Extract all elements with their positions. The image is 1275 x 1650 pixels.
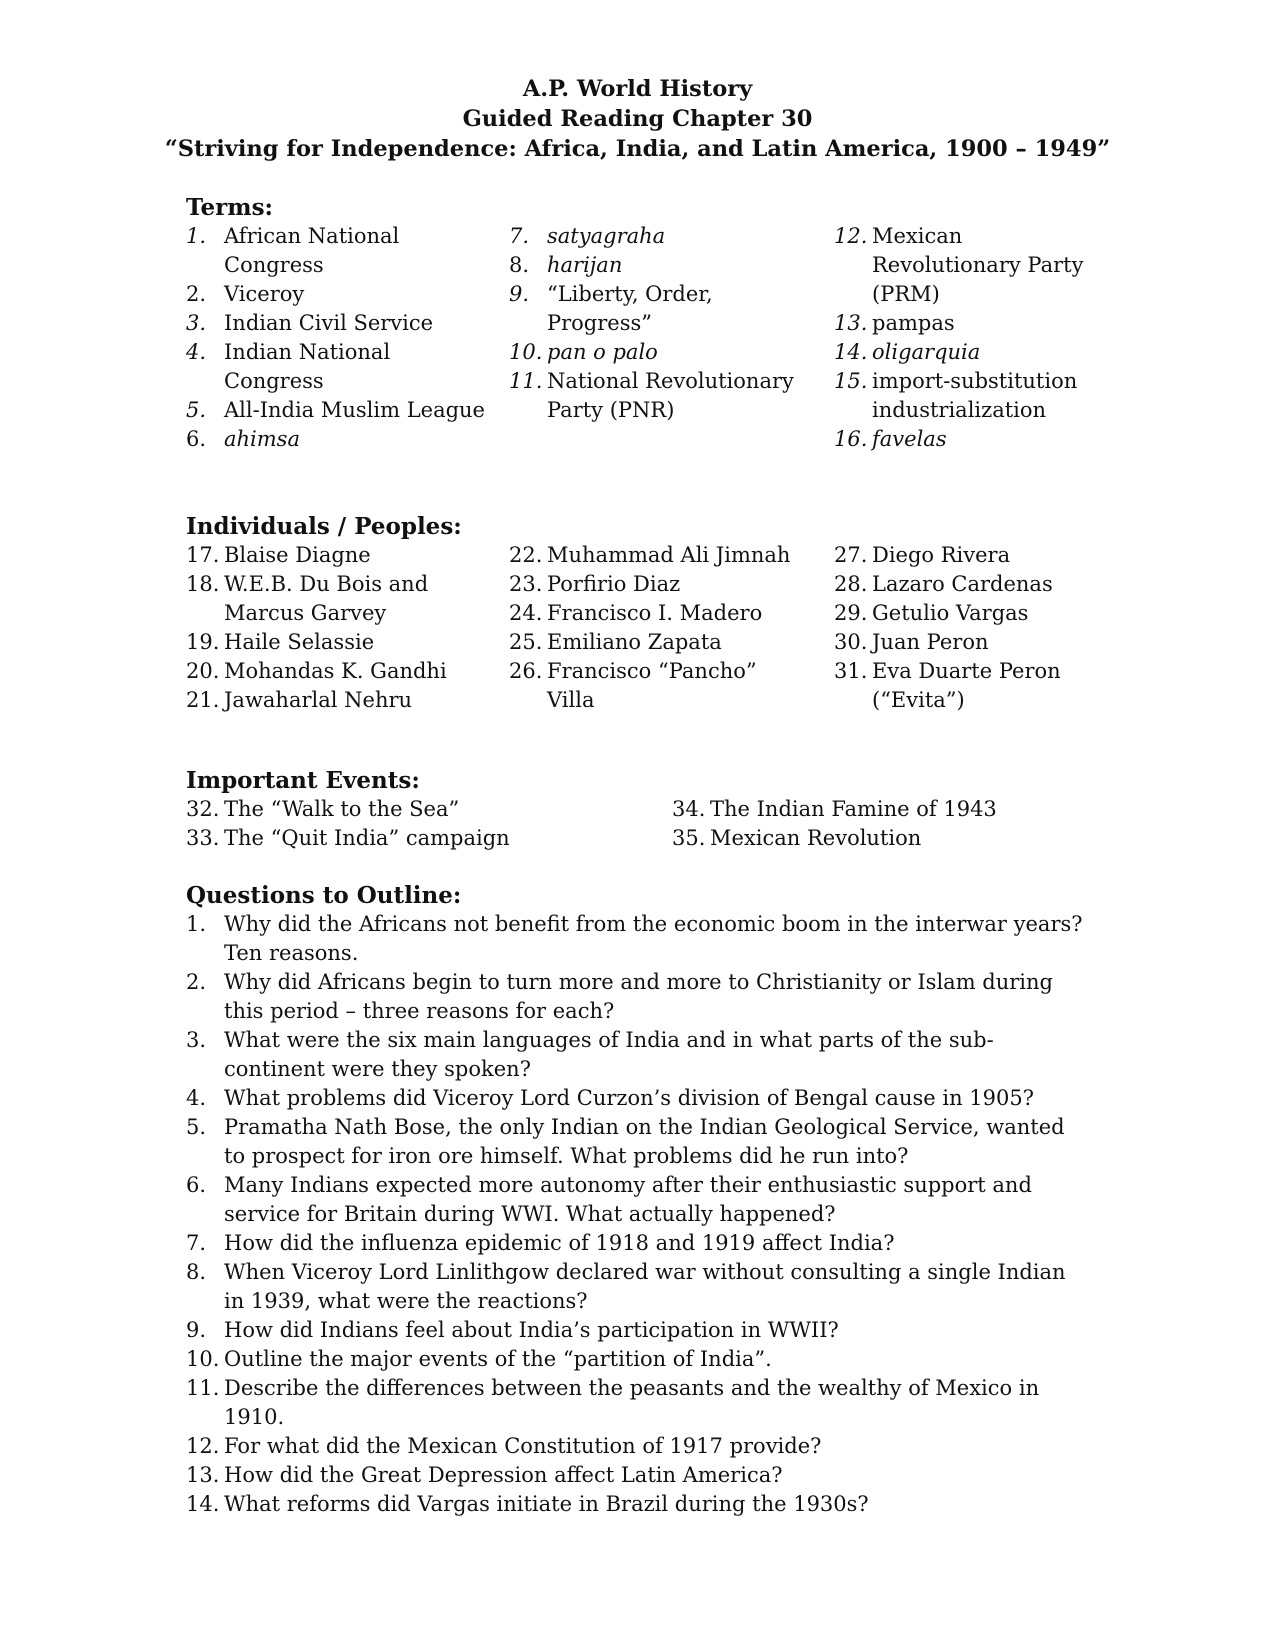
question-item xyxy=(186,1113,1086,1171)
term-number: 12. xyxy=(834,224,868,248)
individual-item xyxy=(186,570,486,628)
question-number: 12. xyxy=(186,1434,220,1458)
individual-item xyxy=(834,541,1094,570)
term-item xyxy=(186,309,486,338)
individual-text: Haile Selassie xyxy=(224,630,375,654)
question-number: 6. xyxy=(186,1173,207,1197)
event-text: Mexican Revolution xyxy=(710,826,922,850)
question-text: Many Indians expected more autonomy after their enthusiastic support and service for Britain during WWI. What actually happened? xyxy=(224,1173,1032,1226)
individual-item xyxy=(186,541,486,570)
event-text: The “Quit India” campaign xyxy=(224,826,510,850)
individuals-column-2 xyxy=(509,541,809,715)
term-item xyxy=(186,280,486,309)
event-number: 35. xyxy=(672,826,706,850)
question-number: 7. xyxy=(186,1231,207,1255)
question-item xyxy=(186,1229,1086,1258)
individual-item xyxy=(186,628,486,657)
question-item xyxy=(186,910,1086,968)
individual-text: Diego Rivera xyxy=(872,543,1011,567)
question-text: What reforms did Vargas initiate in Brazil during the 1930s? xyxy=(224,1492,869,1516)
individual-item xyxy=(834,570,1094,599)
chapter-subtitle: “Striving for Independence: Africa, India, and Latin America, 1900 – 1949” xyxy=(164,136,1111,162)
individual-text: Juan Peron xyxy=(872,630,989,654)
event-item xyxy=(672,824,1092,853)
term-item xyxy=(186,425,486,454)
individual-text: Eva Duarte Peron (“Evita”) xyxy=(872,659,1061,712)
term-text: pan o palo xyxy=(547,340,658,364)
term-number: 1. xyxy=(186,224,207,248)
individual-text: Lazaro Cardenas xyxy=(872,572,1053,596)
question-number: 14. xyxy=(186,1492,220,1516)
term-number: 14. xyxy=(834,340,868,364)
individual-number: 17. xyxy=(186,543,220,567)
question-number: 3. xyxy=(186,1028,207,1052)
term-item xyxy=(834,425,1094,454)
term-number: 4. xyxy=(186,340,207,364)
term-number: 9. xyxy=(509,282,530,306)
question-number: 10. xyxy=(186,1347,220,1371)
term-item xyxy=(834,367,1094,425)
question-item xyxy=(186,1461,1086,1490)
individual-number: 20. xyxy=(186,659,220,683)
individual-number: 24. xyxy=(509,601,543,625)
individual-number: 19. xyxy=(186,630,220,654)
term-item xyxy=(509,222,809,251)
term-item xyxy=(834,309,1094,338)
individual-number: 25. xyxy=(509,630,543,654)
term-text: import-substitution industrialization xyxy=(872,369,1078,422)
term-text: African National Congress xyxy=(224,224,400,277)
individuals-column-3 xyxy=(834,541,1094,715)
individual-number: 30. xyxy=(834,630,868,654)
terms-column-3 xyxy=(834,222,1094,454)
events-column-1 xyxy=(186,795,646,853)
question-text: What were the six main languages of India and in what parts of the sub-continent were they spoken? xyxy=(224,1028,994,1081)
term-item xyxy=(509,367,809,425)
event-text: The “Walk to the Sea” xyxy=(224,797,460,821)
term-item xyxy=(509,280,809,338)
question-item xyxy=(186,1432,1086,1461)
question-item xyxy=(186,1374,1086,1432)
individual-number: 26. xyxy=(509,659,543,683)
chapter-title: Guided Reading Chapter 30 xyxy=(462,106,813,132)
term-text: satyagraha xyxy=(547,224,666,248)
question-number: 2. xyxy=(186,970,207,994)
individual-text: Blaise Diagne xyxy=(224,543,371,567)
question-item xyxy=(186,1258,1086,1316)
term-number: 13. xyxy=(834,311,868,335)
term-text: Mexican Revolutionary Party (PRM) xyxy=(872,224,1084,306)
individual-number: 23. xyxy=(509,572,543,596)
individual-number: 18. xyxy=(186,572,220,596)
individual-text: Muhammad Ali Jimnah xyxy=(547,543,791,567)
term-text: “Liberty, Order, Progress” xyxy=(547,282,713,335)
question-text: Describe the differences between the peasants and the wealthy of Mexico in 1910. xyxy=(224,1376,1040,1429)
individual-text: Emiliano Zapata xyxy=(547,630,722,654)
term-text: ahimsa xyxy=(224,427,300,451)
term-number: 7. xyxy=(509,224,530,248)
question-number: 5. xyxy=(186,1115,207,1139)
term-number: 10. xyxy=(509,340,543,364)
question-item xyxy=(186,1171,1086,1229)
question-text: Pramatha Nath Bose, the only Indian on the Indian Geological Service, wanted to prospect for iron ore himself. What problems did he run into? xyxy=(224,1115,1065,1168)
question-text: Outline the major events of the “partition of India”. xyxy=(224,1347,772,1371)
term-item xyxy=(509,251,809,280)
term-text: Indian National Congress xyxy=(224,340,391,393)
term-item xyxy=(834,338,1094,367)
term-item xyxy=(509,338,809,367)
individuals-heading: Individuals / Peoples: xyxy=(186,513,462,540)
term-item xyxy=(834,222,1094,309)
term-text: National Revolutionary Party (PNR) xyxy=(547,369,794,422)
individual-text: Jawaharlal Nehru xyxy=(224,688,413,712)
term-number: 16. xyxy=(834,427,868,451)
term-number: 8. xyxy=(509,253,530,277)
event-item xyxy=(186,795,646,824)
term-text: harijan xyxy=(547,253,623,277)
term-item xyxy=(186,338,486,396)
term-item xyxy=(186,222,486,280)
event-number: 32. xyxy=(186,797,220,821)
event-number: 33. xyxy=(186,826,220,850)
question-number: 1. xyxy=(186,912,207,936)
term-text: All-India Muslim League xyxy=(224,398,485,422)
individual-item xyxy=(509,570,809,599)
individual-item xyxy=(509,599,809,628)
individual-text: Francisco I. Madero xyxy=(547,601,763,625)
term-number: 2. xyxy=(186,282,207,306)
event-number: 34. xyxy=(672,797,706,821)
term-text: pampas xyxy=(872,311,955,335)
term-number: 15. xyxy=(834,369,868,393)
term-text: Viceroy xyxy=(224,282,305,306)
question-number: 13. xyxy=(186,1463,220,1487)
question-text: What problems did Viceroy Lord Curzon’s division of Bengal cause in 1905? xyxy=(224,1086,1034,1110)
question-item xyxy=(186,968,1086,1026)
questions-list xyxy=(186,910,1086,1519)
events-heading: Important Events: xyxy=(186,767,420,794)
individual-item xyxy=(509,541,809,570)
question-text: When Viceroy Lord Linlithgow declared war without consulting a single Indian in 1939, what were the reactions? xyxy=(224,1260,1066,1313)
question-number: 9. xyxy=(186,1318,207,1342)
terms-column-2 xyxy=(509,222,809,425)
question-item xyxy=(186,1316,1086,1345)
question-item xyxy=(186,1026,1086,1084)
individual-item xyxy=(509,657,809,715)
question-item xyxy=(186,1084,1086,1113)
term-number: 6. xyxy=(186,427,207,451)
term-text: favelas xyxy=(872,427,947,451)
individual-item xyxy=(509,628,809,657)
individual-text: Porfirio Diaz xyxy=(547,572,681,596)
term-number: 11. xyxy=(509,369,543,393)
question-text: Why did Africans begin to turn more and more to Christianity or Islam during this period – three reasons for each? xyxy=(224,970,1053,1023)
individual-item xyxy=(186,657,486,686)
course-title: A.P. World History xyxy=(522,76,753,102)
events-column-2 xyxy=(672,795,1092,853)
event-item xyxy=(672,795,1092,824)
individual-text: W.E.B. Du Bois and Marcus Garvey xyxy=(224,572,429,625)
individual-number: 21. xyxy=(186,688,220,712)
individual-text: Francisco “Pancho” Villa xyxy=(547,659,757,712)
individual-item xyxy=(834,628,1094,657)
terms-column-1 xyxy=(186,222,486,454)
question-text: For what did the Mexican Constitution of 1917 provide? xyxy=(224,1434,822,1458)
individual-number: 27. xyxy=(834,543,868,567)
individual-item xyxy=(834,599,1094,628)
individual-item xyxy=(186,686,486,715)
question-number: 4. xyxy=(186,1086,207,1110)
individual-text: Getulio Vargas xyxy=(872,601,1029,625)
term-text: oligarquia xyxy=(872,340,981,364)
term-item xyxy=(186,396,486,425)
document-header xyxy=(0,74,1275,164)
question-number: 8. xyxy=(186,1260,207,1284)
question-item xyxy=(186,1345,1086,1374)
question-text: How did Indians feel about India’s participation in WWII? xyxy=(224,1318,839,1342)
question-number: 11. xyxy=(186,1376,220,1400)
individual-text: Mohandas K. Gandhi xyxy=(224,659,447,683)
individual-number: 28. xyxy=(834,572,868,596)
individual-item xyxy=(834,657,1094,715)
individuals-column-1 xyxy=(186,541,486,715)
question-item xyxy=(186,1490,1086,1519)
question-text: Why did the Africans not benefit from the economic boom in the interwar years? Ten reasons. xyxy=(224,912,1083,965)
individual-number: 31. xyxy=(834,659,868,683)
term-text: Indian Civil Service xyxy=(224,311,434,335)
terms-heading: Terms: xyxy=(186,194,274,221)
term-number: 5. xyxy=(186,398,207,422)
term-number: 3. xyxy=(186,311,207,335)
event-item xyxy=(186,824,646,853)
question-text: How did the Great Depression affect Latin America? xyxy=(224,1463,783,1487)
question-text: How did the influenza epidemic of 1918 and 1919 affect India? xyxy=(224,1231,895,1255)
questions-heading: Questions to Outline: xyxy=(186,882,462,909)
individual-number: 29. xyxy=(834,601,868,625)
individual-number: 22. xyxy=(509,543,543,567)
event-text: The Indian Famine of 1943 xyxy=(710,797,997,821)
